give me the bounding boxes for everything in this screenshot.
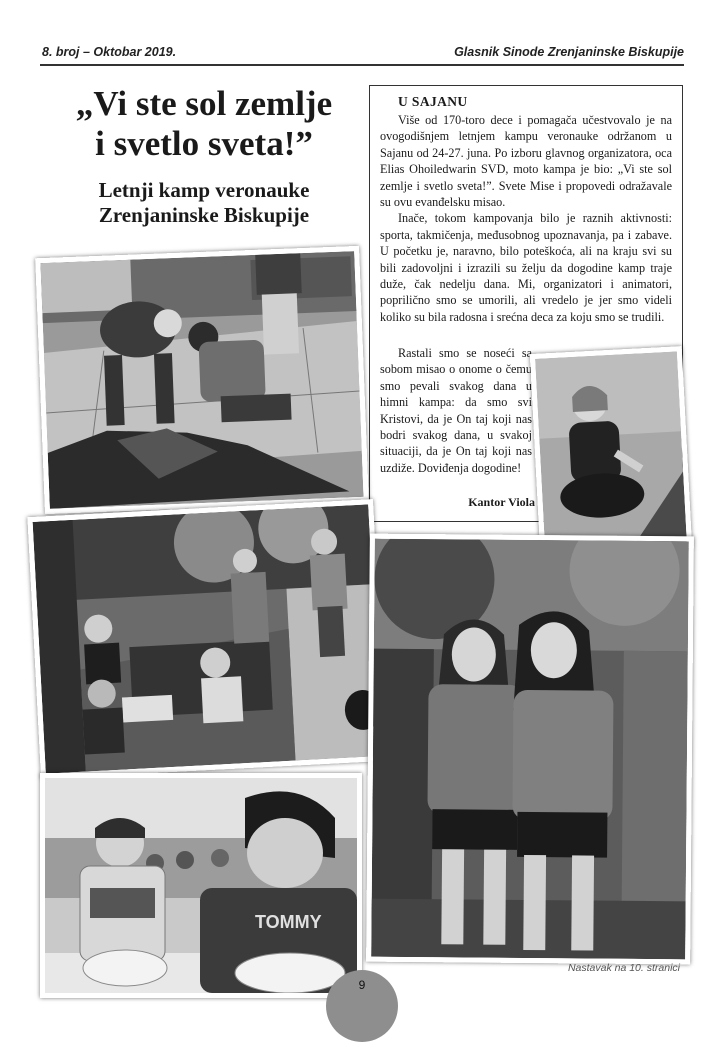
title-line-2: i svetlo sveta!” xyxy=(95,124,313,163)
subtitle-line-2: Zrenjaninske Biskupije xyxy=(98,203,310,227)
paragraph-2: Inače, tokom kampovanja bilo je raznih aktivnosti: sporta, takmičenja, međusobnog upoznavanja, pa i zabave. U početku je, naravno, bilo poteškoća, ali na kraju svi su bili zadovoljni i izrazili su želju da dogodine kamp traje duže, čak nedelju dana. Mi, organizatori i animatori, poprilično smo se umorili, ali vredelo je jer smo videli koliko su bila radosna i srećna deca za koju smo se trudili. xyxy=(380,211,672,324)
page-number: 9 xyxy=(358,978,366,992)
photo-kids-at-table xyxy=(27,499,386,779)
photo-tent-setup xyxy=(35,246,369,514)
photo-boys-eating xyxy=(40,773,362,998)
author-signature: Kantor Viola xyxy=(468,495,535,509)
continued-note: Nastavak na 10. stranici xyxy=(567,962,680,974)
article-subtitle xyxy=(40,178,368,228)
subtitle-line-1: Letnji kamp veronauke xyxy=(98,178,310,202)
issue-label: 8. broj – Oktobar 2019. xyxy=(42,45,177,59)
title-line-1: „Vi ste sol zemlje xyxy=(75,84,333,123)
box-body xyxy=(380,112,672,325)
box-body-narrow xyxy=(380,345,532,476)
photo-two-girls xyxy=(366,534,694,965)
paragraph-3: Rastali smo se noseći sa sobom misao o onome o čemu smo pevali svakog dana u himni kampa: da smo svi Kristovi, da je On taj koji nas bodri svakog dana, u svakoj situaciji, da je On taj koji nas uzdiže. Doviđenja dogodine! xyxy=(380,346,532,475)
photo-woman-crouching xyxy=(530,346,692,556)
header-rule xyxy=(40,64,684,66)
box-heading: U SAJANU xyxy=(398,94,468,109)
publication-name: Glasnik Sinode Zrenjaninske Biskupije xyxy=(454,45,684,59)
paragraph-1: Više od 170-toro dece i pomagača učestvovalo je na ovogodišnjem letnjem kampu veronauke održanom u Sajanu od 24-27. juna. Po izboru glavnog organizatora, oca Elias Ohoiledwarin SVD, moto kampa je bio: „Vi ste sol zemlje i svetlo sveta!”. Svete Mise i propovedi odražavale su ovu evanđelsku misao. xyxy=(380,113,672,210)
article-title xyxy=(40,84,368,164)
shirt-text: TOMMY xyxy=(255,912,322,932)
